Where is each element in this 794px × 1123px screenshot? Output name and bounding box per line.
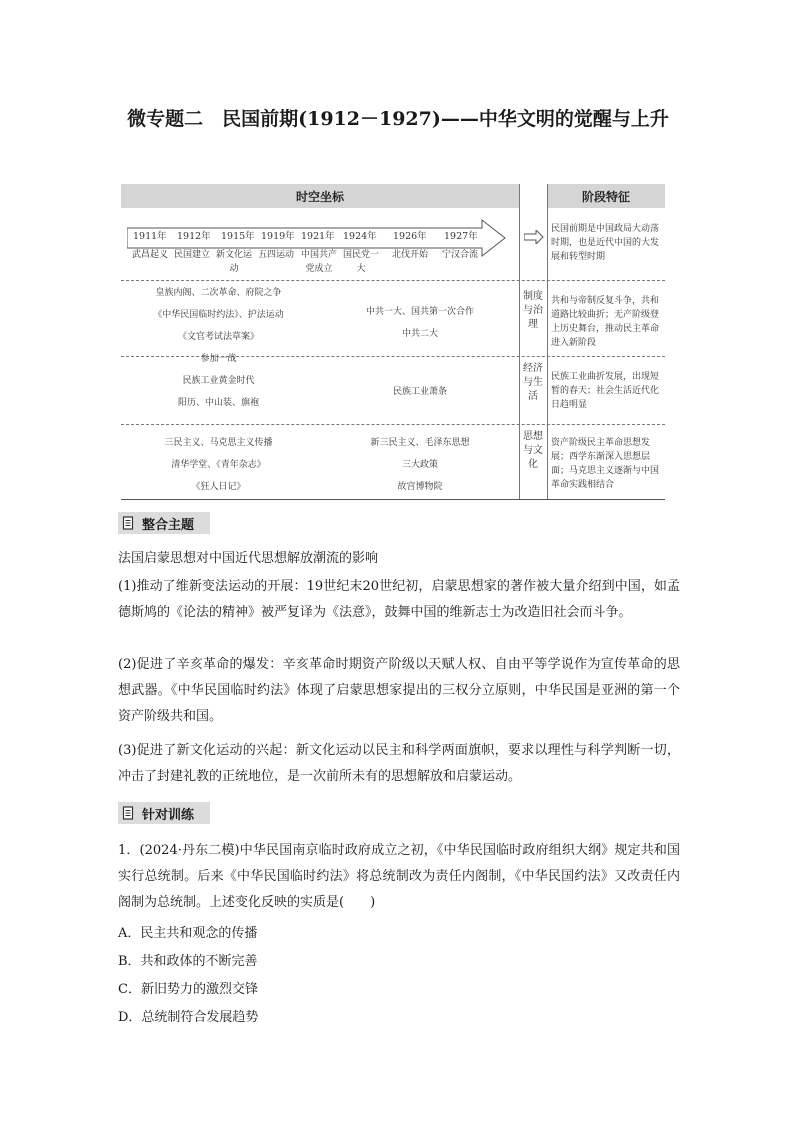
timeline-year: 1912年 (177, 231, 211, 242)
row-economy-right (321, 381, 519, 403)
page-title: 微专题二 民国前期(1912－1927)——中华文明的觉醒与上升 (127, 108, 669, 130)
theme-point-3: (3)促进了新文化运动的兴起：新文化运动以民主和科学两面旗帜，要求以理性与科学判断一切，冲击了封建礼教的正统地位，是一次前所未有的思想解放和启蒙运动。 (118, 743, 680, 784)
document-icon (122, 806, 136, 820)
question-stem: 1．(2024·丹东二模)中华民国南京临时政府成立之初，《中华民国临时政府组织大纲》规定共和国实行总统制。后来《中华民国临时约法》将总统制改为责任内阁制，《中华民国约法》又改责任内阁制为总统制。上述变化反映的实质是( ) (118, 843, 680, 910)
row-desc-culture: 资产阶级民主革命思想发展；西学东渐深入思想层面；马克思主义逐渐与中国革命实践相结合 (551, 438, 660, 490)
timeline-event: 中国共产党成立 (300, 250, 337, 274)
timeline-event: 五四运动 (257, 250, 294, 260)
timeline-event: 宁汉合流 (441, 250, 478, 260)
section-heading-text: 整合主题 (142, 517, 195, 533)
timeline-event: 新文化运动 (215, 250, 252, 274)
cell-line: 中共一大、国共第一次合作 (365, 307, 474, 317)
section-heading-text: 针对训练 (142, 807, 195, 823)
timeline-event: 北伐开始 (391, 250, 428, 260)
timeline-event: 武昌起义 (131, 250, 168, 260)
row-desc-economy: 民族工业曲折发展，出现短暂的春天；社会生活近代化日趋明显 (551, 372, 660, 410)
option-b[interactable]: B．共和政体的不断完善 (118, 954, 258, 969)
cell-line: 阳历、中山装、旗袍 (177, 398, 259, 408)
row-culture-left (121, 432, 316, 498)
row-label-culture: 思想与文化 (523, 431, 543, 470)
row-label-governance: 制度与治理 (523, 291, 543, 330)
cell-line: 故宫博物院 (397, 482, 443, 492)
table-header-left: 时空坐标 (121, 184, 519, 208)
row-governance-left (121, 282, 316, 370)
theme-subtitle: 法国启蒙思想对中国近代思想解放潮流的影响 (118, 551, 379, 566)
section-heading-theme (118, 512, 210, 534)
option-d[interactable]: D．总统制符合发展趋势 (118, 1010, 259, 1025)
row-economy-left (121, 370, 316, 414)
timeline-event: 国民党一大 (342, 250, 379, 274)
timeline-year: 1911年 (133, 231, 167, 242)
table-header-right: 阶段特征 (547, 184, 665, 208)
cell-line: 中共二大 (401, 329, 438, 339)
cell-line: 三大政策 (401, 460, 438, 470)
theme-point-1: (1)推动了维新变法运动的开展：19世纪末20世纪初，启蒙思想家的著作被大量介绍到中国，如孟德斯鸠的《论法的精神》被严复译为《法意》，鼓舞中国的维新志士为改造旧社会而斗争。 (118, 579, 680, 620)
cell-line: 清华学堂、《青年杂志》 (171, 460, 266, 470)
row-desc-governance: 共和与帝制反复斗争，共和道路比较曲折；无产阶级登上历史舞台，推动民主革命进入新阶段 (551, 296, 660, 348)
arrow-right-icon (524, 230, 544, 244)
option-a[interactable]: A．民主共和观念的传播 (118, 926, 258, 941)
cell-line: 三民主义、马克思主义传播 (164, 438, 273, 448)
timeline-table (121, 184, 665, 500)
cell-line: 新三民主义、毛泽东思想 (370, 438, 470, 448)
timeline-year: 1919年 (261, 231, 295, 242)
section-heading-practice (118, 802, 210, 824)
timeline-year: 1926年 (393, 231, 427, 242)
row-governance-right (321, 301, 519, 345)
timeline-year: 1915年 (221, 231, 255, 242)
timeline-year: 1921年 (301, 231, 335, 242)
row-culture-right (321, 432, 519, 498)
cell-line: 《文官考试法草案》 (177, 332, 259, 342)
option-c[interactable]: C．新旧势力的激烈交锋 (118, 982, 258, 997)
cell-line: 民族工业黄金时代 (182, 376, 255, 386)
theme-point-2: (2)促进了辛亥革命的爆发：辛亥革命时期资产阶级以天赋人权、自由平等学说作为宣传革命的思想武器。《中华民国临时约法》体现了启蒙思想家提出的三权分立原则，中华民国是亚洲的第一个资产阶级共和国。 (118, 657, 680, 724)
cell-line: 民族工业萧条 (392, 387, 447, 397)
timeline-event: 民国建立 (173, 250, 210, 260)
stage-description: 民国前期是中国政局大动荡时期，也是近代中国的大发展和转型时期 (551, 224, 660, 262)
cell-line: 《狂人日记》 (191, 482, 246, 492)
cell-line: 《中华民国临时约法》、护法运动 (153, 310, 284, 320)
timeline-year: 1927年 (444, 231, 478, 242)
document-icon (122, 516, 136, 530)
cell-line: 皇族内阁、二次革命、府院之争 (155, 288, 282, 298)
row-label-economy: 经济与生活 (523, 363, 543, 402)
cell-line: 参加一战 (200, 354, 237, 364)
timeline-year: 1924年 (343, 231, 377, 242)
